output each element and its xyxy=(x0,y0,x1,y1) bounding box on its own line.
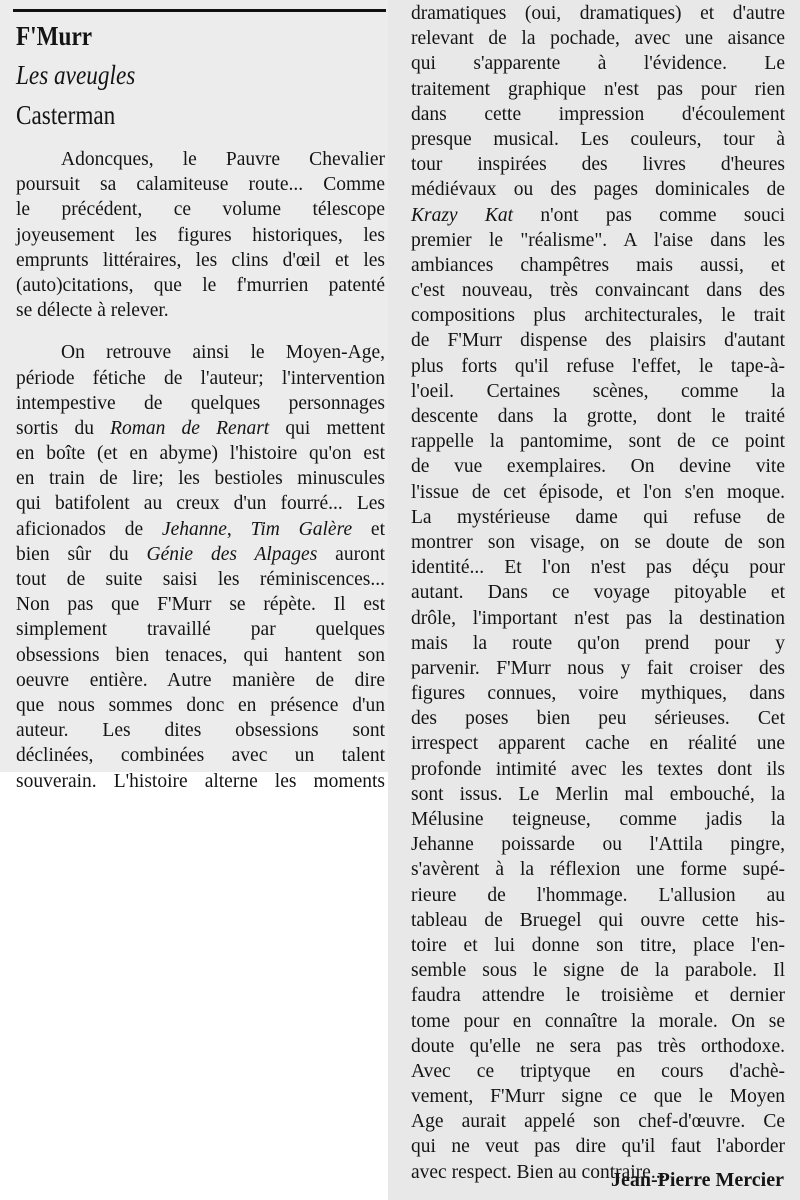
text-line: que nous sommes donc en présence d'un xyxy=(16,694,385,716)
text-line: obsessions bien tenaces, qui hantent son xyxy=(16,644,385,666)
text-line: auteur. Les dites obsessions sont xyxy=(16,720,385,742)
text-line: presque musical. Les couleurs, tour à xyxy=(411,128,785,150)
text-line: joyeusement les figures historiques, les xyxy=(16,224,385,246)
text-line: vement, F'Murr signe ce que le Moyen xyxy=(411,1086,785,1108)
text-line: poursuit sa calamiteuse route... Comme xyxy=(16,174,385,196)
review-signature: Jean-Pierre Mercier xyxy=(610,1169,784,1191)
book-title-genie-des-alpages: Génie des Alpages xyxy=(146,543,318,565)
right-column-text xyxy=(411,1,785,1185)
text-line: des poses bien peu sérieuses. Cet xyxy=(411,708,785,730)
text-line: drôle, l'important n'est pas la destination xyxy=(411,607,785,629)
text-line: La mystérieuse dame qui refuse de xyxy=(411,506,785,528)
text-line: dramatiques (oui, dramatiques) et d'autre xyxy=(411,3,785,24)
text-line: relevant de la pochade, avec une aisance xyxy=(411,28,785,50)
text-line: dans cette impression d'écoulement xyxy=(411,103,785,125)
text-line: en train de lire; les bestioles minuscules xyxy=(16,468,385,490)
review-author-heading: F'Murr xyxy=(16,21,93,51)
text-line: de vue exemplaires. On devine vite xyxy=(411,456,785,478)
header-rule xyxy=(13,9,386,12)
text-line: de F'Murr dispense des plaisirs d'autant xyxy=(411,330,785,352)
text-line: tour inspirées des livres d'heures xyxy=(411,154,785,176)
text-fragment: auront xyxy=(317,543,386,565)
text-line: Non pas que F'Murr se répète. Il est xyxy=(16,594,385,616)
book-title-krazy-kat: Krazy Kat xyxy=(411,204,514,226)
text-line: semble sous le signe de la parabole. Il xyxy=(411,960,785,982)
text-fragment: bien sûr du xyxy=(16,543,147,565)
text-line: souverain. L'histoire alterne les moments xyxy=(16,770,385,792)
left-column-text xyxy=(16,147,385,794)
text-fragment: aficionados de xyxy=(16,518,162,540)
text-line: plus forts qu'il refuse l'effet, le tape-à- xyxy=(411,355,785,377)
text-line: autant. Dans ce voyage pitoyable et xyxy=(411,582,785,604)
text-line: tome pour en connaître la morale. On se xyxy=(411,1010,785,1032)
text-fragment: qui mettent xyxy=(269,417,385,439)
text-line: doute qu'elle ne sera pas très orthodoxe. xyxy=(411,1035,785,1057)
text-line: l'issue de cet épisode, et l'on s'en moque. xyxy=(411,481,785,503)
text-line: se délecte à relever. xyxy=(16,300,169,322)
album-title-heading: Les aveugles xyxy=(16,60,136,90)
text-line: mais la route qu'on prend pour y xyxy=(411,632,785,654)
book-title-tim-galere: Tim Galère xyxy=(250,518,353,540)
text-line: qui batifolent au creux d'un fourré... Les xyxy=(16,493,385,515)
text-line: c'est nouveau, très convaincant dans des xyxy=(411,280,785,302)
text-line: l'oeil. Certaines scènes, comme la xyxy=(411,380,785,402)
text-line: en boîte (et en abyme) l'histoire qu'on est xyxy=(16,443,385,465)
text-line: (auto)citations, que le f'murrien patenté xyxy=(16,274,385,296)
text-line: simplement travaillé par quelques xyxy=(16,619,385,641)
text-line: rappelle la pantomime, sont de ce point xyxy=(411,431,785,453)
text-line: déclinées, combinées avec un talent xyxy=(16,745,385,767)
text-line: rieure de l'hommage. L'allusion au xyxy=(411,884,785,906)
text-fragment: et xyxy=(352,518,385,540)
publisher-heading: Casterman xyxy=(16,100,116,130)
text-line: médiévaux ou des pages dominicales de xyxy=(411,179,785,201)
text-line: identité... Et l'on n'est pas déçu pour xyxy=(411,557,785,579)
text-line: On retrouve ainsi le Moyen-Age, xyxy=(61,342,385,364)
text-line: tableau de Bruegel qui ouvre cette his- xyxy=(411,909,785,931)
text-line: toire et lui donne son titre, place l'en- xyxy=(411,934,785,956)
book-title-jehanne: Jehanne xyxy=(161,518,227,540)
text-line: parvenir. F'Murr nous y fait croiser des xyxy=(411,657,785,679)
text-line: tout de suite saisi les réminiscences... xyxy=(16,569,385,590)
text-fragment: , xyxy=(226,518,251,540)
text-line: descente dans la grotte, dont le traité xyxy=(411,406,785,427)
text-line xyxy=(16,517,385,542)
text-line: Mélusine teigneuse, comme jadis la xyxy=(411,809,785,830)
book-title-roman-de-renart: Roman de Renart xyxy=(110,417,270,439)
paragraph-gap xyxy=(16,323,385,340)
text-line: faudra attendre le troisième et dernier xyxy=(411,985,785,1007)
text-line: Adoncques, le Pauvre Chevalier xyxy=(61,149,385,170)
text-fragment: sortis du xyxy=(16,417,111,439)
text-line: s'avèrent à la réflexion une forme supé- xyxy=(411,859,785,881)
text-line: qui s'apparente à l'évidence. Le xyxy=(411,53,785,75)
text-line: Jehanne poissarde ou l'Attila pingre, xyxy=(411,834,785,856)
text-line: profonde intimité avec les textes dont ils xyxy=(411,758,785,780)
text-line: intempestive de quelques personnages xyxy=(16,392,385,414)
text-line: compositions plus architecturales, le trait xyxy=(411,305,785,327)
text-line: le précédent, ce volume télescope xyxy=(16,199,385,221)
text-line: avec respect. Bien au contraire... xyxy=(411,1161,666,1183)
text-line: ambiances champêtres mais aussi, et xyxy=(411,254,785,276)
text-line: figures connues, voire mythiques, dans xyxy=(411,683,785,705)
text-line: emprunts littéraires, les clins d'œil et les xyxy=(16,249,385,271)
text-line: oeuvre entière. Autre manière de dire xyxy=(16,669,385,691)
text-line: Avec ce triptyque en cours d'achè- xyxy=(411,1060,785,1082)
text-line xyxy=(411,203,785,228)
text-line xyxy=(16,542,385,567)
text-line: traitement graphique n'est pas pour rien xyxy=(411,78,785,100)
text-fragment: n'ont pas comme souci xyxy=(513,204,786,226)
text-line: premier le "réalisme". A l'aise dans les xyxy=(411,229,785,251)
text-line: sont issus. Le Merlin mal embouché, la xyxy=(411,783,785,805)
text-line: qui ne veut pas dire qu'il faut l'aborder xyxy=(411,1136,785,1158)
text-line: Age aurait appelé son chef-d'œuvre. Ce xyxy=(411,1111,785,1133)
text-line xyxy=(16,416,385,441)
text-line: montrer son visage, on se doute de son xyxy=(411,531,785,553)
text-line: irrespect apparent cache en réalité une xyxy=(411,733,785,755)
text-line: période fétiche de l'auteur; l'intervention xyxy=(16,367,385,389)
